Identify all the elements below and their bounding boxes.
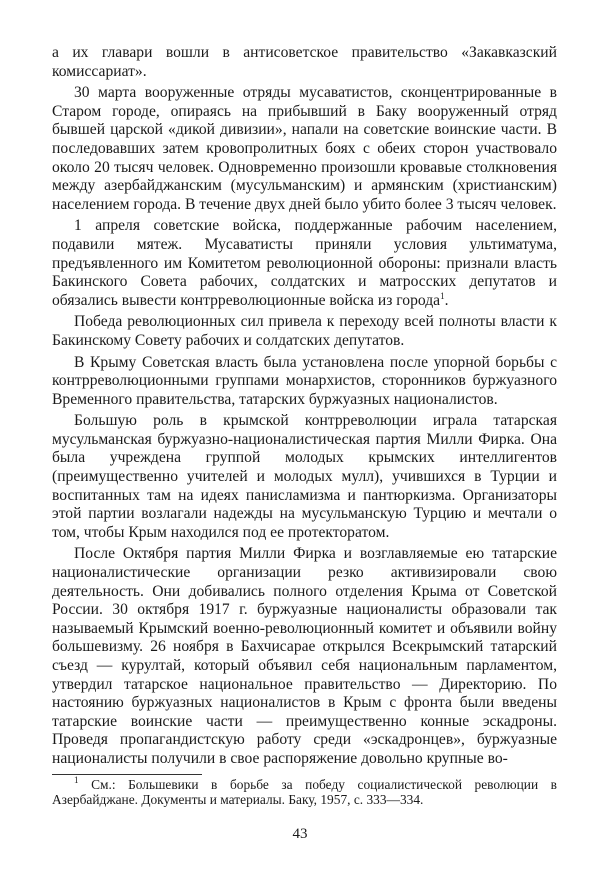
page-body	[52, 44, 557, 808]
paragraph-3-tail: .	[444, 291, 449, 309]
footnote	[52, 774, 557, 808]
paragraph-5: В Крыму Советская власть была установлена после упорной борьбы с контрреволюционными группами монархистов, сторонников буржуазного Временного правительства, татарских буржуазных националистов.	[52, 353, 557, 408]
page-number: 43	[292, 826, 308, 842]
paragraph-1: а их главари вошли в антисоветское правительство «Закавказский комиссариат».	[52, 44, 557, 80]
paragraph-3-text: 1 апреля советские войска, поддержанные рабочим населением, подавили мятеж. Мусаватисты приняли условия ультиматума, предъявленного им Комитетом революционной обороны: признали власть Бакинского Совета рабочих, солдатских и матросских депутатов и обязались вывести контрреволюционные войска из города	[52, 217, 557, 309]
footnote-mark: 1	[74, 774, 79, 785]
paragraph-6: Большую роль в крымской контрреволюции играла татарская мусульманская буржуазно-националистическая партия Милли Фирка. Она была учреждена группой молодых крымских интеллигентов (преимущественно учителей и молодых мулл), учившихся в Турции и воспитанных там на идеях панисламизма и пантюркизма. Организаторы этой партии возлагали надежды на мусульманскую Турцию и мечтали о том, чтобы Крым находился под ее протекторатом.	[52, 412, 557, 541]
paragraph-4: Победа революционных сил привела к переходу всей полноты власти к Бакинскому Совету рабочих и солдатских депутатов.	[52, 313, 557, 349]
footnote-reference: 1	[440, 290, 445, 301]
paragraph-7: После Октября партия Милли Фирка и возглавляемые ею татарские националистические организации резко активизировали свою деятельность. Они добивались полного отделения Крыма от Советской России. 30 октября 1917 г. буржуазные националисты образовали так называемый Крымский военно-революционный комитет и объявили войну большевизму. 26 ноября в Бахчисарае открылся Всекрымский татарский съезд — курултай, который объявил себя национальным парламентом, утвердил татарское национальное правительство — Директорию. По настоянию буржуазных националистов в Крым с фронта были введены татарские воинские части — преимущественно конные эскадроны. Проведя пропагандистскую работу среди «эскадронцев», буржуазные националисты получили в свое распоряжение довольно крупные во-	[52, 545, 557, 767]
paragraph-2: 30 марта вооруженные отряды мусаватистов, сконцентрированные в Старом городе, опираясь на прибывший в Баку вооруженный отряд бывшей царской «дикой дивизии», напали на советские воинские части. В последовавших затем кровопролитных боях с обеих сторон участвовало около 20 тысяч человек. Одновременно произошли кровавые столкновения между азербайджанским (мусульманским) и армянским (христианским) населением города. В течение двух дней было убито более 3 тысяч человек.	[52, 84, 557, 213]
paragraph-3	[52, 217, 557, 310]
footnote-text: См.: Большевики в борьбе за победу социалистической революции в Азербайджане. Документы и материалы. Баку, 1957, с. 333—334.	[52, 776, 557, 808]
